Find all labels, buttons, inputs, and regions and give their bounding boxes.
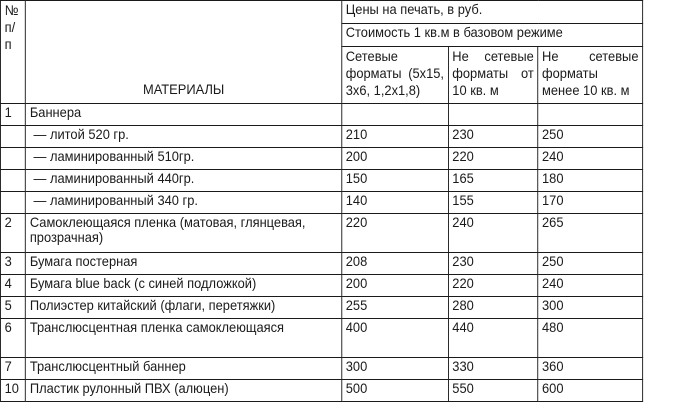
row-price-over-10: 330 xyxy=(448,358,538,380)
row-price-under-10: 250 xyxy=(538,253,643,275)
table-row xyxy=(0,275,642,297)
row-number xyxy=(0,170,25,192)
row-number: 1 xyxy=(0,104,25,126)
table-row xyxy=(0,358,642,380)
table-row xyxy=(0,214,642,253)
row-price-over-10: 440 xyxy=(448,319,538,358)
row-price-over-10: 230 xyxy=(448,126,538,148)
row-material: Транслюсцентный баннер xyxy=(26,358,342,380)
row-price-over-10: 165 xyxy=(448,170,538,192)
row-number: 4 xyxy=(0,275,25,297)
row-price-network: 210 xyxy=(342,126,449,148)
table-row xyxy=(0,192,642,214)
row-price-under-10: 480 xyxy=(538,319,643,358)
row-material: Пластик рулонный ПВХ (алюцен) xyxy=(26,380,342,402)
row-number: 2 xyxy=(0,214,25,253)
row-price-under-10: 600 xyxy=(538,380,643,402)
table-row xyxy=(0,380,642,402)
row-material: Самоклеющаяся пленка (матовая, глянцевая, прозрачная) xyxy=(26,214,342,253)
row-price-under-10: 240 xyxy=(538,148,643,170)
row-material: — ламинированный 440гр. xyxy=(26,170,342,192)
row-material: Бумага постерная xyxy=(26,253,342,275)
row-price-over-10: 220 xyxy=(448,275,538,297)
row-price-network: 150 xyxy=(342,170,449,192)
row-price-under-10: 250 xyxy=(538,126,643,148)
row-price-over-10: 155 xyxy=(448,192,538,214)
row-price-under-10: 170 xyxy=(538,192,643,214)
row-material: — ламинированный 510гр. xyxy=(26,148,342,170)
table-row xyxy=(0,126,642,148)
row-price-under-10 xyxy=(538,104,643,126)
header-materials-cell: МАТЕРИАЛЫ xyxy=(26,1,342,104)
header-base-cost: Стоимость 1 кв.м в базовом режиме xyxy=(342,24,643,47)
header-col-nonnetwork-under-10: Не сетевые форматы менее 10 кв. м xyxy=(538,47,643,104)
header-number-cell: № п/п xyxy=(0,1,25,104)
table-row xyxy=(0,148,642,170)
row-material: Транслюсцентная пленка самоклеющаяся xyxy=(26,319,342,358)
header-col-nonnetwork-over-10: Не сетевые форматы от 10 кв. м xyxy=(448,47,538,104)
row-material: Полиэстер китайский (флаги, перетяжки) xyxy=(26,297,342,319)
row-price-network: 200 xyxy=(342,148,449,170)
header-row xyxy=(0,1,642,24)
header-prices-title: Цены на печать, в руб. xyxy=(342,1,643,24)
row-price-over-10: 230 xyxy=(448,253,538,275)
row-price-network: 500 xyxy=(342,380,449,402)
row-material: Баннера xyxy=(26,104,342,126)
row-price-over-10: 550 xyxy=(448,380,538,402)
header-col-network-formats: Сетевые форматы (5x15, 3x6, 1,2x1,8) xyxy=(342,47,449,104)
table-row xyxy=(0,170,642,192)
row-price-network xyxy=(342,104,449,126)
row-price-over-10: 240 xyxy=(448,214,538,253)
row-number: 3 xyxy=(0,253,25,275)
table-row xyxy=(0,319,642,358)
row-price-network: 255 xyxy=(342,297,449,319)
row-number: 10 xyxy=(0,380,25,402)
row-price-network: 300 xyxy=(342,358,449,380)
row-price-over-10: 220 xyxy=(448,148,538,170)
table-row xyxy=(0,104,642,126)
table-row xyxy=(0,253,642,275)
row-number: 6 xyxy=(0,319,25,358)
table-row xyxy=(0,297,642,319)
row-number: 5 xyxy=(0,297,25,319)
row-price-under-10: 265 xyxy=(538,214,643,253)
row-material: Бумага blue back (с синей подложкой) xyxy=(26,275,342,297)
row-price-network: 140 xyxy=(342,192,449,214)
row-number xyxy=(0,192,25,214)
row-price-network: 200 xyxy=(342,275,449,297)
row-price-under-10: 360 xyxy=(538,358,643,380)
row-price-over-10: 280 xyxy=(448,297,538,319)
row-number xyxy=(0,148,25,170)
row-price-network: 220 xyxy=(342,214,449,253)
row-price-under-10: 300 xyxy=(538,297,643,319)
row-price-over-10 xyxy=(448,104,538,126)
row-material: — ламинированный 340 гр. xyxy=(26,192,342,214)
row-material: — литой 520 гр. xyxy=(26,126,342,148)
row-price-network: 208 xyxy=(342,253,449,275)
row-price-under-10: 180 xyxy=(538,170,643,192)
row-price-network: 400 xyxy=(342,319,449,358)
row-price-under-10: 240 xyxy=(538,275,643,297)
row-number: 7 xyxy=(0,358,25,380)
row-number xyxy=(0,126,25,148)
